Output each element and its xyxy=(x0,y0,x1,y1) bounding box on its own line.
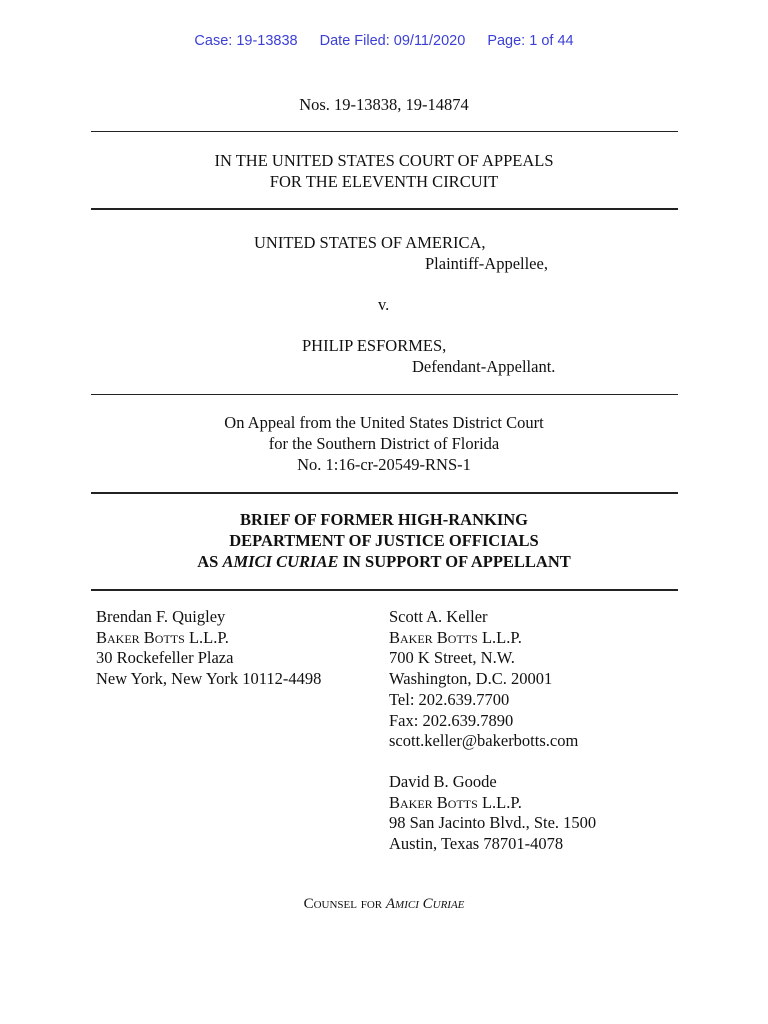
divider-4 xyxy=(91,492,678,494)
defendant-name: PHILIP ESFORMES, xyxy=(302,336,447,355)
counsel-right-1 xyxy=(389,607,578,752)
divider-1 xyxy=(91,131,678,132)
counsel-firm: Baker Botts L.L.P. xyxy=(96,627,229,647)
case-numbers: Nos. 19-13838, 19-14874 xyxy=(299,95,469,114)
counsel-name: David B. Goode xyxy=(389,772,497,791)
divider-2 xyxy=(91,208,678,210)
plaintiff-name: UNITED STATES OF AMERICA, xyxy=(254,233,486,252)
defendant-role: Defendant-Appellant. xyxy=(412,357,556,376)
counsel-right-2 xyxy=(389,772,596,855)
counsel-address-1: 98 San Jacinto Blvd., Ste. 1500 xyxy=(389,813,597,833)
versus: v. xyxy=(378,295,390,314)
counsel-firm: Baker Botts L.L.P. xyxy=(389,627,522,647)
brief-title xyxy=(0,509,768,572)
divider-5 xyxy=(91,589,678,591)
appeal-line-3: No. 1:16-cr-20549-RNS-1 xyxy=(297,455,471,474)
brief-title-line-1: BRIEF OF FORMER HIGH-RANKING xyxy=(240,510,528,529)
appeal-block xyxy=(0,412,768,475)
counsel-address-2: New York, New York 10112-4498 xyxy=(96,669,322,689)
brief-title-line-2: DEPARTMENT OF JUSTICE OFFICIALS xyxy=(229,531,539,550)
counsel-fax: Fax: 202.639.7890 xyxy=(389,710,514,730)
plaintiff-role: Plaintiff-Appellee, xyxy=(425,254,548,273)
amici-curiae-italic: AMICI CURIAE xyxy=(222,552,339,571)
court-line-1: IN THE UNITED STATES COURT OF APPEALS xyxy=(214,151,554,170)
counsel-address-2: Washington, D.C. 20001 xyxy=(389,669,553,689)
appeal-line-1: On Appeal from the United States District Court xyxy=(224,413,544,432)
counsel-address-1: 30 Rockefeller Plaza xyxy=(96,648,234,668)
brief-title-line-3: AS AMICI CURIAE IN SUPPORT OF APPELLANT xyxy=(197,552,571,571)
counsel-left xyxy=(96,607,321,690)
counsel-address-2: Austin, Texas 78701-4078 xyxy=(389,834,564,854)
court-heading xyxy=(0,150,768,192)
court-line-2: FOR THE ELEVENTH CIRCUIT xyxy=(269,172,499,191)
filing-header xyxy=(0,33,768,49)
counsel-name: Brendan F. Quigley xyxy=(96,607,226,626)
counsel-address-1: 700 K Street, N.W. xyxy=(389,648,515,668)
case-number-stamp: Case: 19-13838 xyxy=(194,33,298,49)
date-filed-stamp: Date Filed: 09/11/2020 xyxy=(319,33,466,49)
counsel-name: Scott A. Keller xyxy=(389,607,488,626)
counsel-for-amici: Counsel for Amici Curiae xyxy=(303,896,465,912)
counsel-firm: Baker Botts L.L.P. xyxy=(389,792,522,812)
appeal-line-2: for the Southern District of Florida xyxy=(268,434,500,453)
divider-3 xyxy=(91,394,678,395)
page-number-stamp: Page: 1 of 44 xyxy=(487,33,574,49)
counsel-email: scott.keller@bakerbotts.com xyxy=(389,731,579,751)
counsel-tel: Tel: 202.639.7700 xyxy=(389,689,510,709)
